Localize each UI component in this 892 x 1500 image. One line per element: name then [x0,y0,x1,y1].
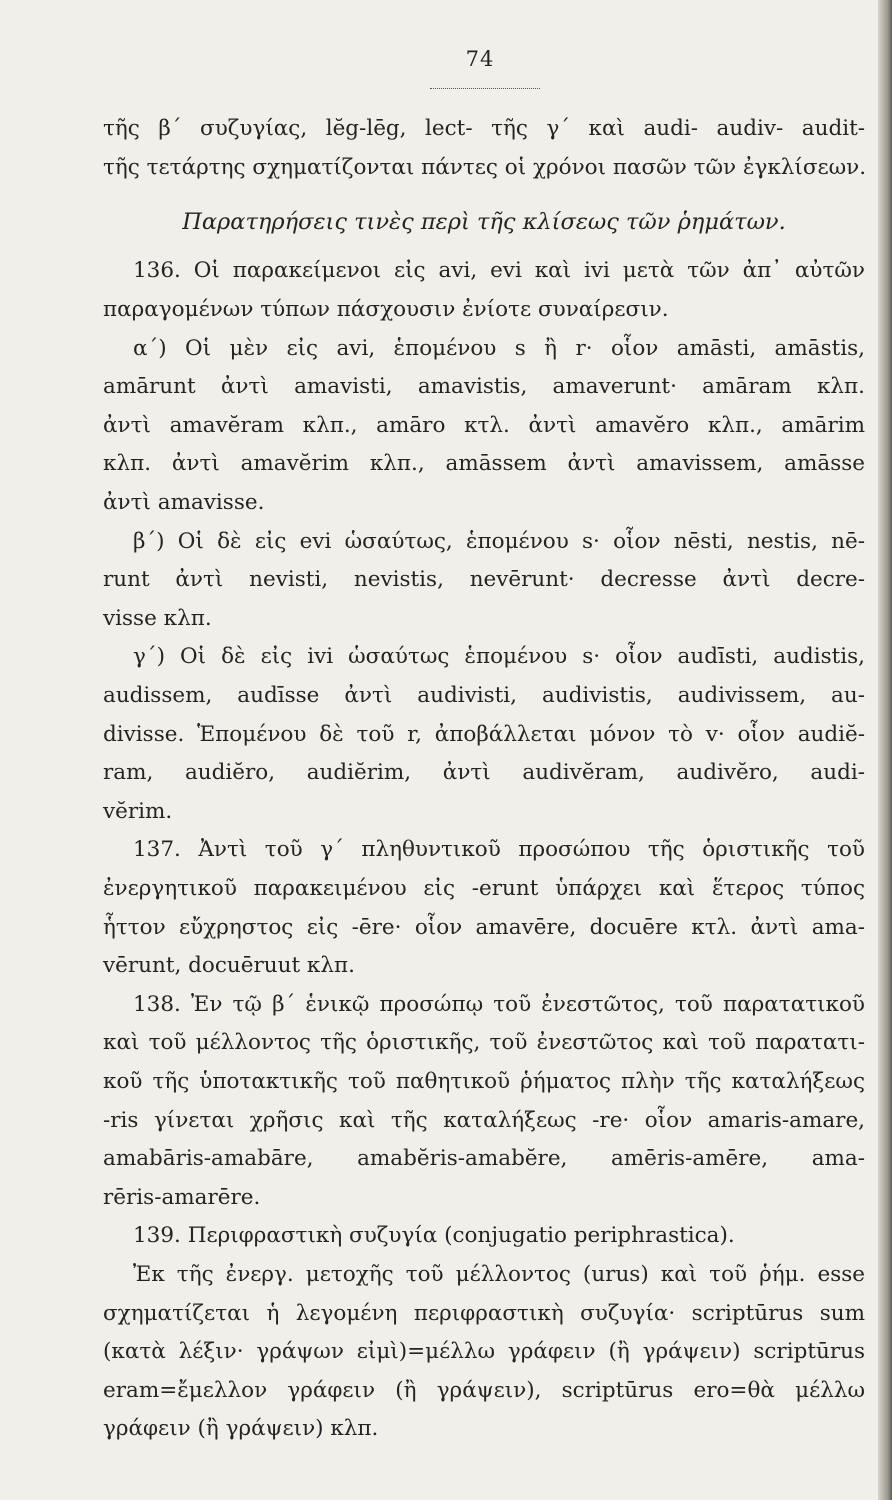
text-line: γ΄) Οἱ δὲ εἰς ivi ὡσαύτως ἑπομένου s· οἷον audīsti, audistis, [133,644,865,669]
text-line: Ἐκ τῆς ἐνεργ. μετοχῆς τοῦ μέλλοντος (urus) καὶ τοῦ ῥήμ. esse [133,1262,865,1287]
text-line: 136. Οἱ παρακείμενοι εἰς avi, evi καὶ ivi μετὰ τῶν ἀπ᾽ αὐτῶν [133,258,865,283]
text-line: ἀντὶ amavisse. [103,490,265,515]
text-line: -ris γίνεται χρῆσις καὶ τῆς καταλήξεως -re· οἷον amaris-amare, [103,1108,865,1133]
text-line: vĕrim. [103,799,173,824]
text-line: β΄) Οἱ δὲ εἰς evi ὡσαύτως, ἑπομένου s· οἷον nēsti, nestis, nē- [133,529,865,554]
text-line: καὶ τοῦ μέλλοντος τῆς ὁριστικῆς, τοῦ ἐνεστῶτος καὶ τοῦ παρατατι- [103,1030,865,1055]
text-line: ἀντὶ amavĕram κλπ., amāro κτλ. ἀντὶ amavĕro κλπ., amārim [103,413,865,438]
text-line: ἧττον εὔχρηστος εἰς -ēre· οἷον amavēre, docuēre κτλ. ἀντὶ ama- [103,915,865,940]
text-line: eram=ἔμελλον γράφειν (ἢ γράψειν), scriptūrus ero=θὰ μέλλω [103,1378,865,1403]
text-line: ἐνεργητικοῦ παρακειμένου εἰς -erunt ὑπάρχει καὶ ἕτερος τύπος [103,876,865,901]
page-number: 74 [465,47,495,71]
text-line: runt ἀντὶ nevisti, nevistis, nevērunt· decresse ἀντὶ decre- [103,567,865,592]
text-line: παραγομένων τύπων πάσχουσιν ἐνίοτε συναίρεσιν. [103,297,669,322]
section-heading: Παρατηρήσεις τινὲς περὶ τῆς κλίσεως τῶν ῥημάτων. [182,209,786,235]
text-line: amārunt ἀντὶ amavisti, amavistis, amaverunt· amāram κλπ. [103,374,865,399]
text-line: 138. Ἐν τῷ β΄ ἑνικῷ προσώπῳ τοῦ ἐνεστῶτος, τοῦ παρατατικοῦ [133,992,865,1017]
text-line: 137. Ἀντὶ τοῦ γ΄ πληθυντικοῦ προσώπου τῆς ὁριστικῆς τοῦ [133,837,865,862]
text-line: τῆς τετάρτης σχηματίζονται πάντες οἱ χρόνοι πασῶν τῶν ἐγκλίσεων. [103,155,867,180]
text-line: rēris-amarēre. [103,1185,261,1210]
text-line: α΄) Οἱ μὲν εἰς avi, ἑπομένου s ἢ r· οἷον amāsti, amāstis, [133,336,865,361]
text-line: (κατὰ λέξιν· γράψων εἰμὶ)=μέλλω γράφειν (ἢ γράψειν) scriptūrus [103,1339,865,1364]
text-line: 139. Περιφραστικὴ συζυγία (conjugatio periphrastica). [133,1223,735,1248]
text-line: ram, audiĕro, audiĕrim, ἀντὶ audivĕram, audivĕro, audi- [103,760,865,785]
page-number-underline [430,88,540,89]
text-line: γράφειν (ἢ γράψειν) κλπ. [103,1416,379,1441]
text-line: divisse. Ἑπομένου δὲ τοῦ r, ἀποβάλλεται μόνον τὸ v· οἷον audiĕ- [103,722,865,747]
page-edge-shadow [878,0,892,1500]
text-line: amabāris-amabāre, amabĕris-amabĕre, amēris-amēre, ama- [103,1146,865,1171]
text-line: vērunt, docuēruut κλπ. [103,953,355,978]
text-line: κοῦ τῆς ὑποτακτικῆς τοῦ παθητικοῦ ῥήματος πλὴν τῆς καταλήξεως [103,1069,865,1094]
text-line: τῆς β΄ συζυγίας, lĕg-lēg, lect- τῆς γ΄ καὶ audi- audiv- audit- [103,116,865,141]
text-line: visse κλπ. [103,606,212,631]
text-line: audissem, audīsse ἀντὶ audivisti, audivistis, audivissem, au- [103,683,865,708]
text-line: σχηματίζεται ἡ λεγομένη περιφραστικὴ συζυγία· scriptūrus sum [103,1301,865,1326]
text-line: κλπ. ἀντὶ amavĕrim κλπ., amāssem ἀντὶ amavissem, amāsse [103,451,865,476]
